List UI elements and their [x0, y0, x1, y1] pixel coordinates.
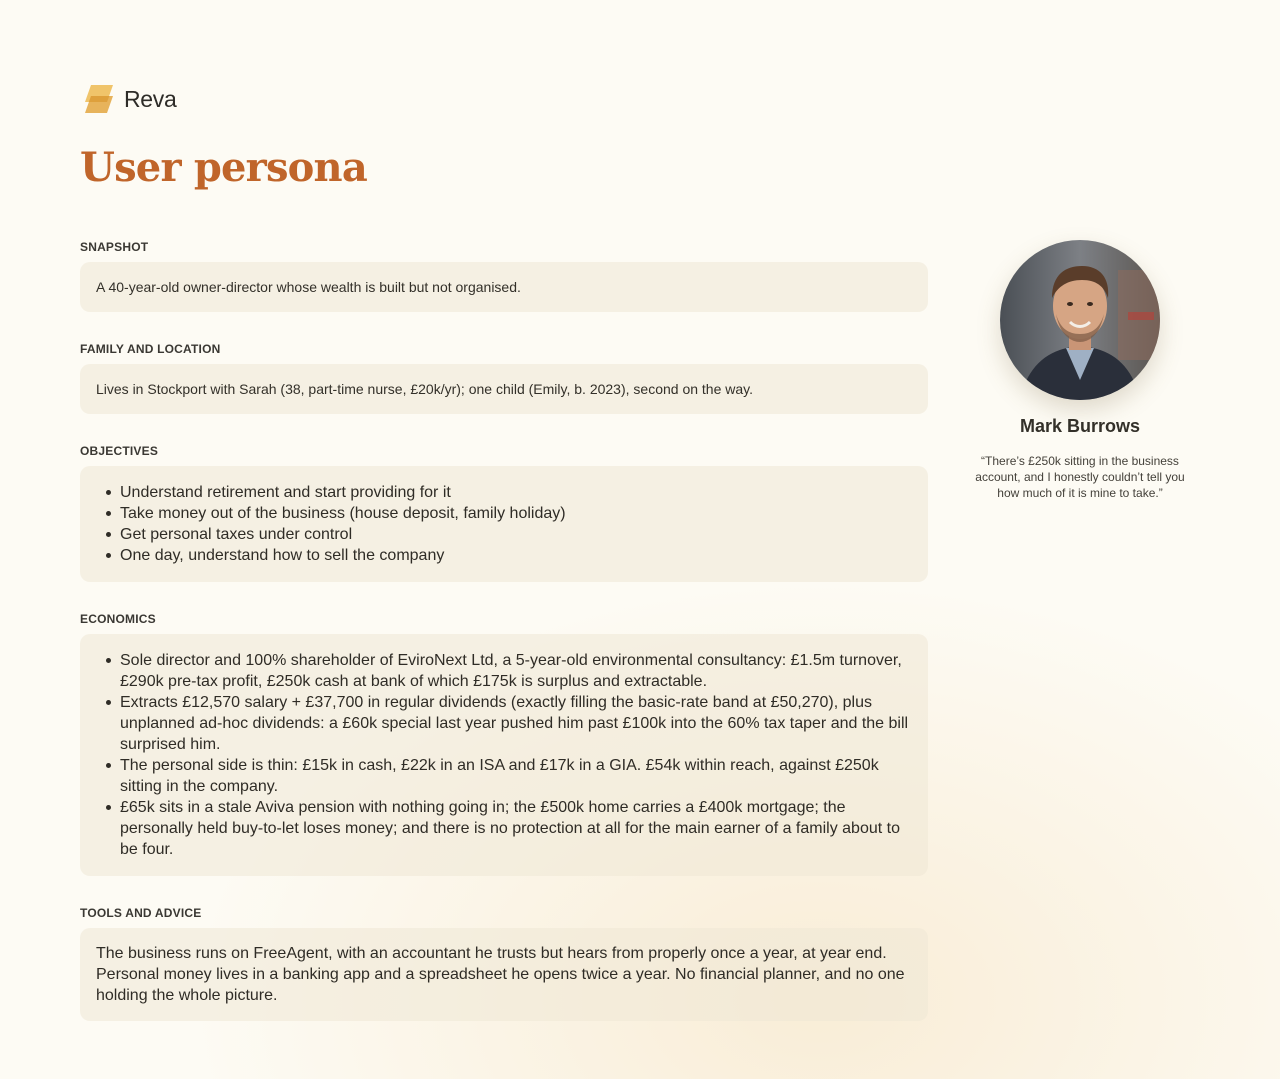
list-item: Sole director and 100% shareholder of EviroNext Ltd, a 5-year-old environmental consultancy: £1.5m turnover, £290k pre-tax profit, £250k cash at bank of which £175k is surplus and extractable. [96, 650, 912, 692]
objectives-list [96, 482, 912, 566]
persona-profile [960, 240, 1200, 501]
economics-list [96, 650, 912, 860]
brand-name: Reva [124, 85, 177, 112]
list-item: One day, understand how to sell the company [96, 545, 912, 566]
brand-logo[interactable] [82, 82, 177, 116]
economics-card [80, 634, 928, 876]
family-label: FAMILY AND LOCATION [80, 342, 221, 356]
list-item: Understand retirement and start providing for it [96, 482, 912, 503]
persona-name: Mark Burrows [1019, 416, 1141, 436]
avatar [1000, 240, 1160, 400]
economics-label: ECONOMICS [80, 612, 156, 626]
persona-details [80, 240, 928, 1021]
list-item: The personal side is thin: £15k in cash, £22k in an ISA and £17k in a GIA. £54k within reach, against £250k sitting in the company. [96, 755, 912, 797]
persona-quote: “There’s £250k sitting in the business account, and I honestly couldn’t tell you how much of it is mine to take.” [975, 454, 1185, 500]
objectives-card [80, 466, 928, 582]
logo-icon [82, 82, 116, 116]
snapshot-label: SNAPSHOT [80, 240, 149, 254]
tools-label: TOOLS AND ADVICE [80, 906, 202, 920]
page-title: User persona [80, 144, 367, 191]
tools-card: The business runs on FreeAgent, with an accountant he trusts but hears from properly once a year, at year end. Personal money lives in a banking app and a spreadsheet he opens twice a year. No financial planner, and no one holding the whole picture. [80, 928, 928, 1021]
list-item: Take money out of the business (house deposit, family holiday) [96, 503, 912, 524]
list-item: Get personal taxes under control [96, 524, 912, 545]
snapshot-card: A 40-year-old owner-director whose wealth is built but not organised. [80, 262, 928, 312]
list-item: £65k sits in a stale Aviva pension with nothing going in; the £500k home carries a £400k mortgage; the personally held buy-to-let loses money; and there is no protection at all for the main earner of a family about to be four. [96, 797, 912, 860]
list-item: Extracts £12,570 salary + £37,700 in regular dividends (exactly filling the basic-rate band at £50,270), plus unplanned ad-hoc dividends: a £60k special last year pushed him past £100k into the 60% tax taper and the bill surprised him. [96, 692, 912, 755]
family-card: Lives in Stockport with Sarah (38, part-time nurse, £20k/yr); one child (Emily, b. 2023), second on the way. [80, 364, 928, 414]
objectives-label: OBJECTIVES [80, 444, 159, 458]
